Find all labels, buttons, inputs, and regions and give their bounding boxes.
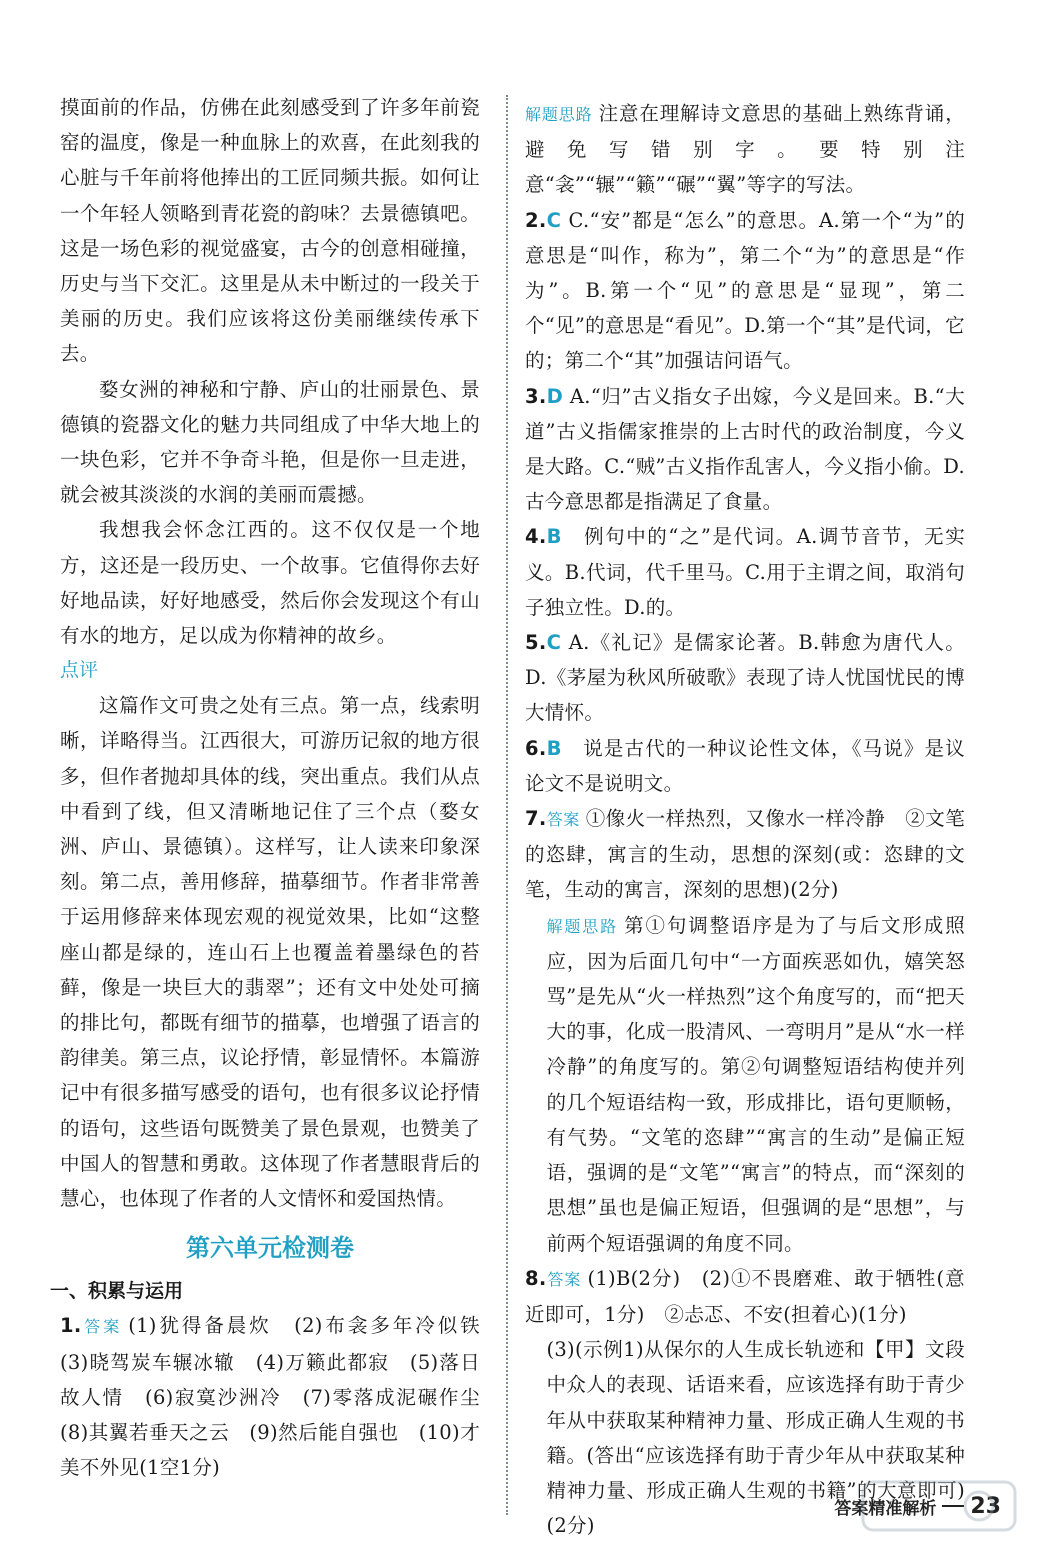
answer-text: (1)B(2分) (2)①不畏磨难、敢于牺牲(意近即可，1分) ②忐忑、不安(担着心)(1分) bbox=[525, 1266, 965, 1326]
question-7-thinking bbox=[525, 908, 965, 1261]
answer-text: A.“归”古义指女子出嫁，今义是回来。B.“大道”古义指儒家推崇的上古时代的政治制度，今义是大路。C.“贼”古义指作乱害人，今义指小偷。D.古今意思都是指满足了食量。 bbox=[525, 384, 965, 514]
question-3-answer bbox=[525, 379, 965, 520]
part-title: 一、积累与运用 bbox=[50, 1280, 184, 1303]
answer-letter: D bbox=[546, 384, 564, 408]
essay-paragraph-3: 我想我会怀念江西的。这不仅仅是一个地方，这还是一段历史、一个故事。它值得你去好好地品读，好好地感受，然后你会发现这个有山有水的地方，足以成为你精神的故乡。 bbox=[60, 518, 480, 648]
answer-text: ①像火一样热烈，又像水一样冷静 ②文笔的恣肆，寓言的生动，思想的深刻(或：恣肆的文笔，生动的寓言，深刻的思想)(2分) bbox=[525, 807, 965, 902]
question-7-answer bbox=[525, 801, 965, 908]
answer-text: C.“安”都是“怎么”的意思。A.第一个“为”的意思是“叫作，称为”，第二个“为”的意思是“作为”。B.第一个“见”的意思是“显现”，第二个“见”的意思是“看见”。D.第一个“其”是代词，它的；第二个“其”加强诘问语气。 bbox=[525, 208, 966, 373]
essay-paragraph-1: 摸面前的作品，仿佛在此刻感受到了许多年前瓷窑的温度，像是一种血脉上的欢喜，在此刻我的心脏与千年前将他捧出的工匠同频共振。如何让一个年轻人领略到青花瓷的韵味？去景德镇吧。这是一场色彩的视觉盛宴，古今的创意相碰撞，历史与当下交汇。这里是从未中断过的一段关于美丽的历史。我们应该将这份美丽继续传承下去。 bbox=[60, 96, 480, 366]
answer-letter: B bbox=[546, 525, 562, 549]
question-number: 2. bbox=[525, 208, 547, 232]
answer-letter: C bbox=[546, 631, 562, 655]
question-4-answer bbox=[525, 519, 965, 625]
answer-text: A.《礼记》是儒家论著。B.韩愈为唐代人。D.《茅屋为秋风所破歌》表现了诗人忧国忧民的博大情怀。 bbox=[525, 631, 966, 725]
question-2-answer bbox=[525, 203, 965, 379]
question-8-answer-part3: (3)(示例1)从保尔的人生成长轨迹和【甲】文段中众人的表现、话语来看，应该选择有助于青少年从中获取某种精神力量、形成正确人生观的书籍。(答出“应该选择有助于青少年从中获取某种精神力量、形成正确人生观的书籍”的大意即可)(2分) bbox=[546, 1338, 965, 1538]
review-label: 点评 bbox=[60, 659, 99, 682]
question-number: 8. bbox=[525, 1266, 547, 1290]
question-5-answer bbox=[525, 625, 965, 731]
question-number: 6. bbox=[525, 736, 547, 760]
question-1-thinking bbox=[525, 96, 965, 203]
answer-text: (1)犹得备晨炊 (2)布衾多年冷似铁 (3)晓驾炭车辗冰辙 (4)万籁此都寂 (5)落日故人情 (6)寂寞沙洲冷 (7)零落成泥碾作尘 (8)其翼若垂天之云 (9)然后能自强也 (10)才美不外见(1空1分) bbox=[60, 1314, 500, 1480]
answer-text: 说是古代的一种议论性文体，《马说》是议论文不是说明文。 bbox=[525, 736, 965, 795]
answer-text: 例句中的“之”是代词。A.调节音节，无实义。B.代词，代千里马。C.用于主谓之间，取消句子独立性。D.的。 bbox=[525, 525, 965, 619]
review-text: 这篇作文可贵之处有三点。第一点，线索明晰，详略得当。江西很大，可游历记叙的地方很多，但作者抛却具体的线，突出重点。我们从点中看到了线，但又清晰地记住了三个点（婺女洲、庐山、景德镇）。这样写，让人读来印象深刻。第二点，善用修辞，描摹细节。作者非常善于运用修辞来体现宏观的视觉效果，比如“这整座山都是绿的，连山石上也覆盖着墨绿色的苔藓，像是一块巨大的翡翠”；还有文中处处可摘的排比句，都既有细节的描摹，也增强了语言的韵律美。第三点，议论抒情，彰显情怀。本篇游记中有很多描写感受的语句，也有很多议论抒情的语句，这些语句既赞美了景色景观，也赞美了中国人的智慧和勇敢。这体现了作者慧眼背后的慧心，也体现了作者的人文情怀和爱国热情。 bbox=[60, 694, 480, 1211]
thinking-text: 注意在理解诗文意思的基础上熟练背诵，避免写错别字。要特别注意“衾”“辗”“籁”“碾”“翼”等字的写法。 bbox=[525, 102, 965, 197]
page-number: 23 bbox=[970, 1493, 1001, 1519]
answer-tag: 答案 bbox=[546, 810, 580, 830]
question-number: 5. bbox=[525, 631, 547, 655]
thinking-text: 第①句调整语序是为了与后文形成照应，因为后面几句中“一方面疾恶如仇，嬉笑怒骂”是先从“火一样热烈”这个角度写的，而“把天大的事，化成一股清风、一弯明月”是从“水一样冷静”的角度写的。第②句调整短语结构使并列的几个短语结构一致，形成排比，语句更顺畅，有气势。“文笔的恣肆”“寓言的生动”是偏正短语，强调的是“文笔”“寓言”的特点，而“深刻的思想”虽也是偏正短语，但强调的是“思想”，与前两个短语强调的角度不同。 bbox=[546, 913, 965, 1255]
left-column bbox=[50, 90, 500, 1485]
thinking-tag: 解题思路 bbox=[525, 105, 593, 124]
watermark-logo-icon bbox=[859, 1478, 1019, 1534]
question-number: 3. bbox=[525, 384, 547, 408]
footer-label: 答案精准解析 bbox=[834, 1498, 937, 1519]
answer-tag: 答案 bbox=[81, 1317, 123, 1337]
section-title: 第六单元检测卷 bbox=[186, 1234, 354, 1263]
answer-letter: B bbox=[546, 736, 562, 760]
question-number: 7. bbox=[525, 807, 547, 831]
right-column bbox=[525, 96, 965, 1543]
answer-tag: 答案 bbox=[546, 1269, 582, 1289]
column-divider bbox=[506, 95, 508, 1515]
essay-paragraph-2: 婺女洲的神秘和宁静、庐山的壮丽景色、景德镇的瓷器文化的魅力共同组成了中华大地上的一块色彩，它并不争奇斗艳，但是你一旦走进，就会被其淡淡的水润的美丽而震撼。 bbox=[60, 377, 480, 507]
answer-letter: C bbox=[546, 208, 562, 232]
question-8-answer bbox=[525, 1261, 965, 1332]
question-1-answer bbox=[60, 1308, 500, 1485]
thinking-tag: 解题思路 bbox=[546, 916, 619, 936]
question-number: 4. bbox=[525, 525, 547, 549]
question-number: 1. bbox=[60, 1314, 82, 1338]
question-6-answer bbox=[525, 731, 965, 801]
